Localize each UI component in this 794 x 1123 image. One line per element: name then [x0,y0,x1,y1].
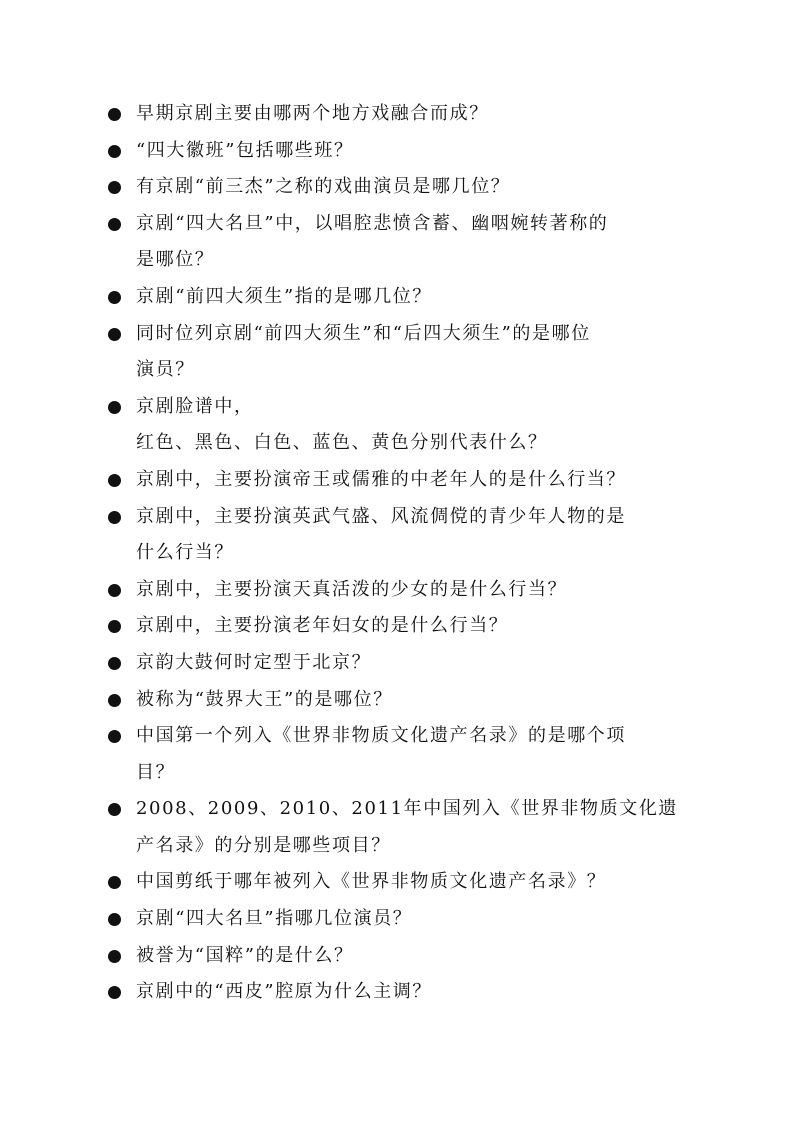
question-item [108,206,688,279]
question-text-line: 红色、黑色、白色、蓝色、黄色分别代表什么？ [136,432,548,454]
question-text-line: 京剧脸谱中， [136,395,254,417]
bullet-icon [108,620,121,633]
question-text-line: 目？ [136,761,176,783]
question-text-line: 京剧中的“西皮”腔原为什么主调？ [136,981,433,1003]
question-item [108,279,688,316]
question-item [108,682,688,719]
question-item [108,133,688,170]
bullet-icon [108,950,121,963]
bullet-icon [108,986,121,999]
bullet-icon [108,328,121,341]
question-text-line: 被称为“鼓界大王”的是哪位？ [136,688,393,710]
question-item [108,864,688,901]
bullet-icon [108,803,121,816]
bullet-icon [108,694,121,707]
bullet-icon [108,218,121,231]
bullet-icon [108,913,121,926]
question-text-line: 中国剪纸于哪年被列入《世界非物质文化遗产名录》？ [136,871,607,893]
question-text-line: 京剧中，主要扮演老年妇女的是什么行当？ [136,615,509,637]
question-text-line: 京剧中，主要扮演英武气盛、风流倜傥的青少年人物的是 [136,505,626,527]
question-text-line: 有京剧“前三杰”之称的戏曲演员是哪几位？ [136,176,511,198]
question-text-line: 京韵大鼓何时定型于北京？ [136,651,372,673]
question-text-line: 京剧中，主要扮演天真活泼的少女的是什么行当？ [136,578,568,600]
question-text-line: 同时位列京剧“前四大须生”和“后四大须生”的是哪位 [136,322,591,344]
question-item [108,718,688,791]
bullet-icon [108,108,121,121]
question-item [108,608,688,645]
question-item [108,901,688,938]
question-text-line: 京剧“前四大须生”指的是哪几位？ [136,285,433,307]
bullet-icon [108,584,121,597]
question-item [108,791,688,864]
question-text-line: 早期京剧主要由哪两个地方戏融合而成？ [136,103,489,124]
question-text-line: 演员？ [136,359,195,381]
question-text-line: 2008、2009、2010、2011年中国列入《世界非物质文化遗 [136,798,679,820]
question-item [108,169,688,206]
question-item [108,96,688,133]
question-item [108,316,688,389]
question-text-line: 京剧中，主要扮演帝王或儒雅的中老年人的是什么行当？ [136,468,626,490]
question-text-line: 产名录》的分别是哪些项目？ [136,834,391,856]
question-item [108,572,688,609]
question-item [108,938,688,975]
question-item [108,645,688,682]
bullet-icon [108,181,121,194]
bullet-icon [108,730,121,743]
question-text-line: 什么行当？ [136,542,234,564]
question-item [108,974,688,1011]
question-text-line: “四大徽班”包括哪些班？ [136,139,354,161]
bullet-icon [108,145,121,158]
bullet-icon [108,657,121,670]
bullet-icon [108,876,121,889]
bullet-icon [108,474,121,487]
bullet-icon [108,401,121,414]
question-item [108,389,688,462]
question-text-line: 被誉为“国粹”的是什么？ [136,944,354,966]
question-text-line: 京剧“四大名旦”中，以唱腔悲愤含蓄、幽咽婉转著称的 [136,212,609,234]
bullet-icon [108,511,121,524]
question-list [108,96,688,1011]
question-text-line: 是哪位？ [136,249,215,271]
question-text-line: 京剧“四大名旦”指哪几位演员？ [136,908,413,930]
question-item [108,462,688,499]
question-item [108,499,688,572]
question-text-line: 中国第一个列入《世界非物质文化遗产名录》的是哪个项 [136,725,626,747]
bullet-icon [108,291,121,304]
